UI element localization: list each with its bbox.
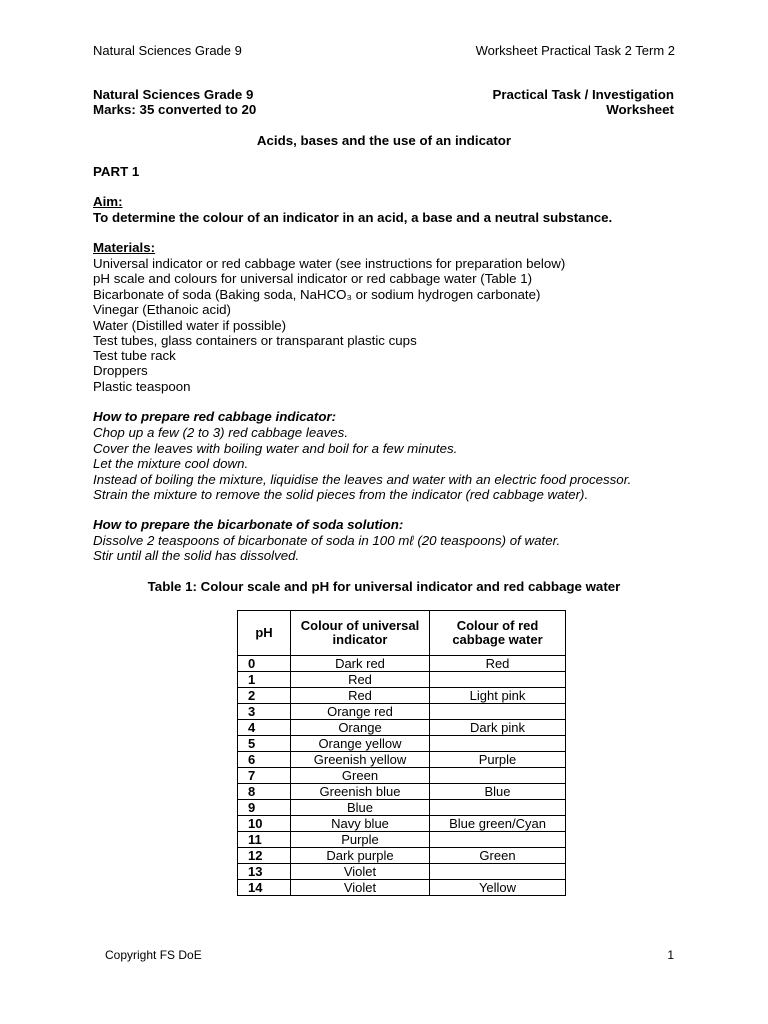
universal-cell: Greenish yellow (291, 752, 430, 768)
cabbage-cell (430, 736, 566, 752)
cabbage-cell (430, 832, 566, 848)
marks-line: Marks: 35 converted to 20 (93, 102, 257, 117)
universal-cell: Violet (291, 880, 430, 896)
materials-item: Test tube rack (93, 348, 176, 363)
header-ph: pH (238, 611, 291, 656)
subject-title: Natural Sciences Grade 9 (93, 87, 254, 102)
soda-step: Dissolve 2 teaspoons of bicarbonate of soda in 100 mℓ (20 teaspoons) of water. (93, 533, 561, 548)
aim-text: To determine the colour of an indicator in an acid, a base and a neutral substance. (93, 210, 613, 225)
table-row (238, 768, 566, 784)
ph-cell: 2 (238, 688, 291, 704)
universal-cell: Red (291, 672, 430, 688)
cabbage-cell (430, 768, 566, 784)
table-row (238, 864, 566, 880)
cabbage-cell: Red (430, 656, 566, 672)
header-universal: Colour of universal indicator (291, 611, 430, 656)
table-caption: Table 1: Colour scale and pH for universal indicator and red cabbage water (147, 579, 621, 594)
table-row (238, 656, 566, 672)
table-row (238, 688, 566, 704)
cabbage-step: Instead of boiling the mixture, liquidise the leaves and water with an electric food processor. (93, 472, 632, 487)
ph-cell: 3 (238, 704, 291, 720)
running-header-left: Natural Sciences Grade 9 (93, 43, 242, 58)
table-row (238, 736, 566, 752)
universal-cell: Purple (291, 832, 430, 848)
cabbage-cell (430, 672, 566, 688)
universal-cell: Greenish blue (291, 784, 430, 800)
ph-cell: 6 (238, 752, 291, 768)
table-row (238, 832, 566, 848)
page-number: 1 (667, 948, 674, 962)
table-row (238, 720, 566, 736)
ph-cell: 9 (238, 800, 291, 816)
ph-cell: 12 (238, 848, 291, 864)
running-header-right: Worksheet Practical Task 2 Term 2 (475, 43, 675, 58)
table-row (238, 848, 566, 864)
cabbage-cell: Light pink (430, 688, 566, 704)
cabbage-cell: Blue green/Cyan (430, 816, 566, 832)
worksheet-label: Worksheet (606, 102, 674, 117)
universal-cell: Red (291, 688, 430, 704)
universal-cell: Blue (291, 800, 430, 816)
copyright: Copyright FS DoE (105, 948, 202, 962)
table-row (238, 672, 566, 688)
task-title: Practical Task / Investigation (492, 87, 674, 102)
ph-cell: 0 (238, 656, 291, 672)
aim-label: Aim: (93, 194, 123, 209)
soda-step: Stir until all the solid has dissolved. (93, 548, 300, 563)
cabbage-cell (430, 864, 566, 880)
part-heading: PART 1 (93, 164, 140, 179)
table-row (238, 816, 566, 832)
ph-cell: 11 (238, 832, 291, 848)
ph-cell: 7 (238, 768, 291, 784)
universal-cell: Orange yellow (291, 736, 430, 752)
ph-cell: 14 (238, 880, 291, 896)
materials-item: Universal indicator or red cabbage water (see instructions for preparation below) (93, 256, 566, 271)
table-row (238, 752, 566, 768)
universal-cell: Green (291, 768, 430, 784)
cabbage-cell: Green (430, 848, 566, 864)
ph-colour-table (237, 610, 566, 896)
cabbage-cell (430, 704, 566, 720)
universal-cell: Violet (291, 864, 430, 880)
cabbage-cell: Purple (430, 752, 566, 768)
materials-item: pH scale and colours for universal indicator or red cabbage water (Table 1) (93, 271, 533, 286)
cabbage-step: Cover the leaves with boiling water and boil for a few minutes. (93, 441, 458, 456)
materials-item: Vinegar (Ethanoic acid) (93, 302, 231, 317)
soda-heading: How to prepare the bicarbonate of soda solution: (93, 517, 404, 532)
cabbage-cell: Blue (430, 784, 566, 800)
universal-cell: Dark red (291, 656, 430, 672)
materials-item: Water (Distilled water if possible) (93, 318, 287, 333)
document-title: Acids, bases and the use of an indicator (256, 133, 512, 148)
materials-item: Droppers (93, 363, 148, 378)
universal-cell: Dark purple (291, 848, 430, 864)
materials-label: Materials: (93, 240, 156, 255)
universal-cell: Orange (291, 720, 430, 736)
materials-item: Test tubes, glass containers or transparant plastic cups (93, 333, 417, 348)
ph-cell: 4 (238, 720, 291, 736)
materials-item: Bicarbonate of soda (Baking soda, NaHCO₃ or sodium hydrogen carbonate) (93, 287, 541, 302)
ph-cell: 8 (238, 784, 291, 800)
ph-cell: 10 (238, 816, 291, 832)
table-row (238, 880, 566, 896)
header-cabbage: Colour of red cabbage water (430, 611, 566, 656)
cabbage-step: Strain the mixture to remove the solid pieces from the indicator (red cabbage water). (93, 487, 589, 502)
table-row (238, 704, 566, 720)
ph-cell: 13 (238, 864, 291, 880)
cabbage-step: Let the mixture cool down. (93, 456, 249, 471)
materials-item: Plastic teaspoon (93, 379, 191, 394)
cabbage-cell (430, 800, 566, 816)
table-row (238, 784, 566, 800)
cabbage-step: Chop up a few (2 to 3) red cabbage leaves. (93, 425, 349, 440)
cabbage-cell: Dark pink (430, 720, 566, 736)
universal-cell: Orange red (291, 704, 430, 720)
table-row (238, 800, 566, 816)
cabbage-heading: How to prepare red cabbage indicator: (93, 409, 337, 424)
table-header-row (238, 611, 566, 656)
ph-cell: 1 (238, 672, 291, 688)
cabbage-cell: Yellow (430, 880, 566, 896)
ph-cell: 5 (238, 736, 291, 752)
universal-cell: Navy blue (291, 816, 430, 832)
